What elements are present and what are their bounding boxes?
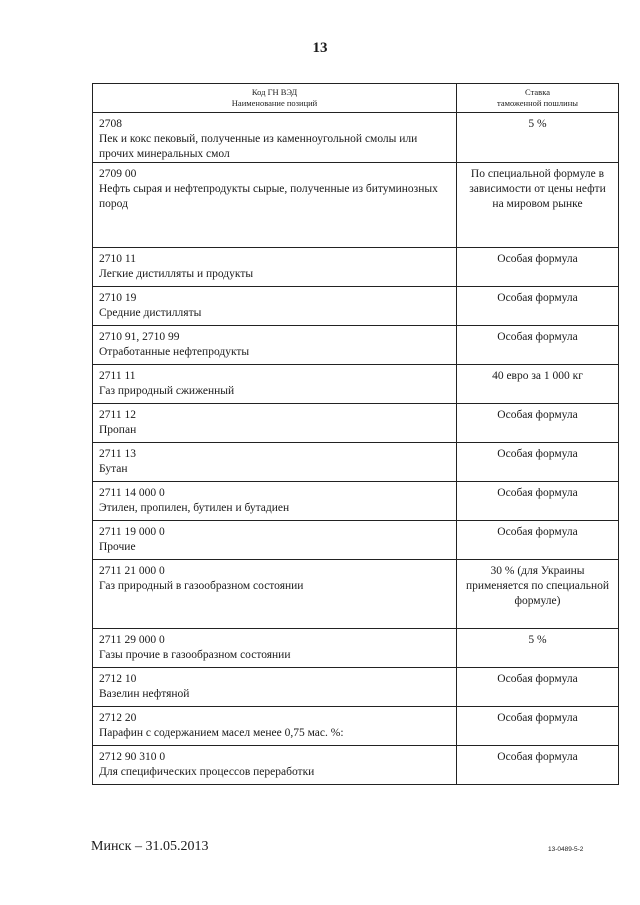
row-code: 2708	[99, 118, 122, 130]
row-code: 2712 20	[99, 712, 137, 724]
row-code: 2711 19 000 0	[99, 526, 165, 538]
row-rate: Особая формула	[497, 526, 578, 538]
header-name-label: Наименование позиций	[231, 98, 318, 108]
row-name: Этилен, пропилен, бутилен и бутадиен	[99, 502, 290, 514]
row-name: Парафин с содержанием масел менее 0,75 мас. %:	[99, 727, 344, 739]
row-rate: Особая формула	[497, 409, 578, 421]
table-row	[93, 560, 619, 629]
table-row	[93, 746, 619, 785]
header-rate-sublabel: таможенной пошлины	[497, 98, 578, 108]
row-code-name-cell	[93, 629, 457, 668]
row-name: Бутан	[99, 463, 128, 475]
row-code: 2712 90 310 0	[99, 751, 166, 763]
table-row	[93, 482, 619, 521]
row-rate-cell	[457, 668, 619, 707]
row-code-name-cell	[93, 163, 457, 248]
header-code-name	[93, 84, 457, 113]
page-number: 13	[312, 40, 328, 56]
row-code-name-cell	[93, 560, 457, 629]
row-rate-cell	[457, 482, 619, 521]
row-rate-cell	[457, 746, 619, 785]
row-code-name-cell	[93, 746, 457, 785]
row-rate-cell	[457, 365, 619, 404]
row-code-name-cell	[93, 248, 457, 287]
row-rate-cell	[457, 163, 619, 248]
header-code-label: Код ГН ВЭД	[251, 87, 298, 97]
row-rate: Особая формула	[497, 448, 578, 460]
table-row	[93, 287, 619, 326]
row-code-name-cell	[93, 521, 457, 560]
footer-place-date: Минск – 31.05.2013	[91, 839, 209, 854]
table-row	[93, 521, 619, 560]
table-row	[93, 163, 619, 248]
row-rate-cell	[457, 629, 619, 668]
row-name: Для специфических процессов переработки	[99, 766, 315, 778]
row-code: 2711 29 000 0	[99, 634, 165, 646]
row-rate: Особая формула	[497, 292, 578, 304]
table-row	[93, 326, 619, 365]
row-code: 2710 11	[99, 253, 136, 265]
row-rate: Особая формула	[497, 331, 578, 343]
row-rate-cell	[457, 707, 619, 746]
row-rate: Особая формула	[497, 712, 578, 724]
table-row	[93, 668, 619, 707]
row-name: Легкие дистилляты и продукты	[99, 268, 254, 280]
tariff-table	[92, 83, 619, 785]
row-name: Вазелин нефтяной	[99, 688, 190, 700]
row-name: Газ природный в газообразном состоянии	[99, 580, 304, 592]
row-rate: 40 евро за 1 000 кг	[492, 370, 583, 382]
row-rate-cell	[457, 560, 619, 629]
table-row	[93, 113, 619, 163]
table-header-row	[93, 84, 619, 113]
header-rate-label: Ставка	[525, 87, 550, 97]
row-rate: Особая формула	[497, 253, 578, 265]
row-code-name-cell	[93, 326, 457, 365]
row-code-name-cell	[93, 365, 457, 404]
row-name: Нефть сырая и нефтепродукты сырые, полученные из битуминозных пород	[99, 183, 438, 210]
row-code: 2711 13	[99, 448, 136, 460]
row-code-name-cell	[93, 404, 457, 443]
row-code: 2710 19	[99, 292, 137, 304]
table-row	[93, 248, 619, 287]
row-code: 2712 10	[99, 673, 137, 685]
row-rate-cell	[457, 248, 619, 287]
row-rate-cell	[457, 113, 619, 163]
row-code: 2711 12	[99, 409, 136, 421]
row-rate-cell	[457, 287, 619, 326]
table-row	[93, 443, 619, 482]
row-code: 2711 11	[99, 370, 136, 382]
row-code-name-cell	[93, 668, 457, 707]
row-rate: 5 %	[528, 118, 547, 130]
row-name: Пек и кокс пековый, полученные из каменноугольной смолы или прочих минеральных смол	[99, 133, 418, 160]
row-rate: 30 % (для Украины применяется по специальной формуле)	[465, 565, 610, 607]
row-rate: По специальной формуле в зависимости от цены нефти на мировом рынке	[469, 168, 606, 210]
row-name: Пропан	[99, 424, 137, 436]
table-row	[93, 629, 619, 668]
row-rate: Особая формула	[497, 751, 578, 763]
footer-doc-code: 13-0489-5-2	[548, 846, 584, 853]
row-code: 2711 14 000 0	[99, 487, 165, 499]
row-name: Газы прочие в газообразном состоянии	[99, 649, 291, 661]
row-rate-cell	[457, 521, 619, 560]
row-name: Прочие	[99, 541, 136, 553]
row-code: 2711 21 000 0	[99, 565, 165, 577]
row-code-name-cell	[93, 482, 457, 521]
row-code: 2710 91, 2710 99	[99, 331, 180, 343]
header-rate	[457, 84, 619, 113]
row-code-name-cell	[93, 707, 457, 746]
row-rate-cell	[457, 326, 619, 365]
row-name: Средние дистилляты	[99, 307, 202, 319]
row-code-name-cell	[93, 113, 457, 163]
row-name: Газ природный сжиженный	[99, 385, 235, 397]
row-rate: 5 %	[528, 634, 547, 646]
table-row	[93, 365, 619, 404]
row-code-name-cell	[93, 287, 457, 326]
row-code-name-cell	[93, 443, 457, 482]
row-rate: Особая формула	[497, 673, 578, 685]
row-code: 2709 00	[99, 168, 137, 180]
row-rate-cell	[457, 443, 619, 482]
table-row	[93, 707, 619, 746]
row-rate-cell	[457, 404, 619, 443]
row-name: Отработанные нефтепродукты	[99, 346, 250, 358]
table-row	[93, 404, 619, 443]
row-rate: Особая формула	[497, 487, 578, 499]
